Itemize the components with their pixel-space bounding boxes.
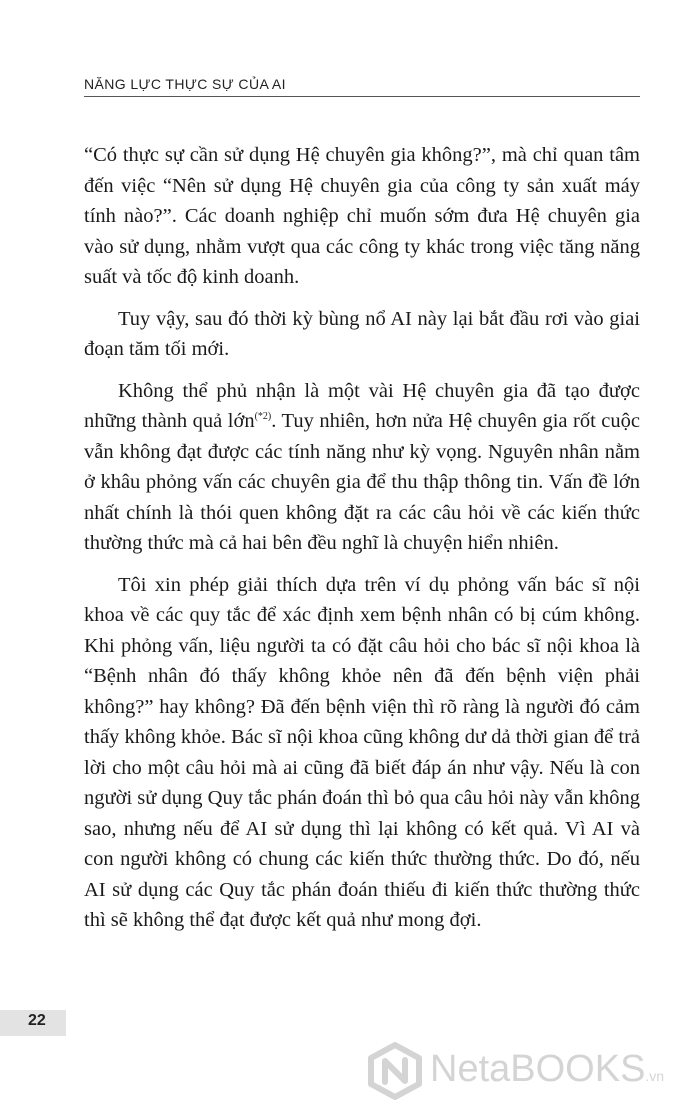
paragraph-3-rest: Tuy nhiên, hơn nửa Hệ chuyên gia rốt cuộc vẫn không đạt được các tính năng như kỳ vọng. Nguyên nhân nằm ở khâu phỏng vấn các chuyên gia để thu thập thông tin. Vấn đề lớn nhất chính là thói quen không đặt ra các câu hỏi về các kiến thức thường thức mà cả hai bên đều nghĩ là chuyện hiển nhiên. bbox=[84, 410, 640, 554]
page-number: 22 bbox=[28, 1012, 46, 1029]
paragraph-3-punct: . bbox=[271, 410, 282, 432]
watermark-suffix: .vn bbox=[645, 1068, 665, 1084]
footnote-ref[interactable]: (*2) bbox=[254, 411, 272, 423]
body-text bbox=[84, 140, 640, 947]
paragraph-2: Tuy vậy, sau đó thời kỳ bùng nổ AI này lại bắt đầu rơi vào giai đoạn tăm tối mới. bbox=[84, 307, 640, 360]
watermark-brand: NetaBOOKS bbox=[430, 1048, 646, 1090]
paragraph-3-lead: Không thể phủ nhận là một vài Hệ chuyên gia đã tạo được những thành quả lớn bbox=[84, 379, 640, 432]
watermark-text bbox=[430, 1048, 664, 1091]
paragraph-4: Tôi xin phép giải thích dựa trên ví dụ phỏng vấn bác sĩ nội khoa về các quy tắc để xác định xem bệnh nhân có bị cúm không. Khi phỏng vấn, liệu người ta có đặt câu hỏi cho bác sĩ nội khoa là “Bệnh nhân đó thấy không khỏe nên đã đến bệnh viện phải không?” hay không? Đã đến bệnh viện thì rõ ràng là người đó cảm thấy không khỏe. Bác sĩ nội khoa cũng không dư dả thời gian để trả lời cho một câu hỏi mà ai cũng đã biết đáp án như vậy. Nếu là con người sử dụng Quy tắc phán đoán thì bỏ qua câu hỏi này vẫn không sao, nhưng nếu để AI sử dụng thì lại không có kết quả. Vì AI và con người không có chung các kiến thức thường thức. Do đó, nếu AI sử dụng các Quy tắc phán đoán thiếu đi kiến thức thường thức thì sẽ không thể đạt được kết quả như mong đợi. bbox=[84, 573, 640, 931]
paragraph-1: “Có thực sự cần sử dụng Hệ chuyên gia không?”, mà chỉ quan tâm đến việc “Nên sử dụng Hệ chuyên gia của công ty sản xuất máy tính nào?”. Các doanh nghiệp chỉ muốn sớm đưa Hệ chuyên gia vào sử dụng, nhằm vượt qua các công ty khác trong việc tăng năng suất và tốc độ kinh doanh. bbox=[84, 144, 640, 288]
netabooks-logo-icon bbox=[366, 1042, 424, 1100]
watermark bbox=[366, 1042, 696, 1102]
header-rule bbox=[84, 96, 640, 97]
paragraph-3 bbox=[84, 376, 640, 559]
running-header: NĂNG LỰC THỰC SỰ CỦA AI bbox=[84, 76, 286, 92]
